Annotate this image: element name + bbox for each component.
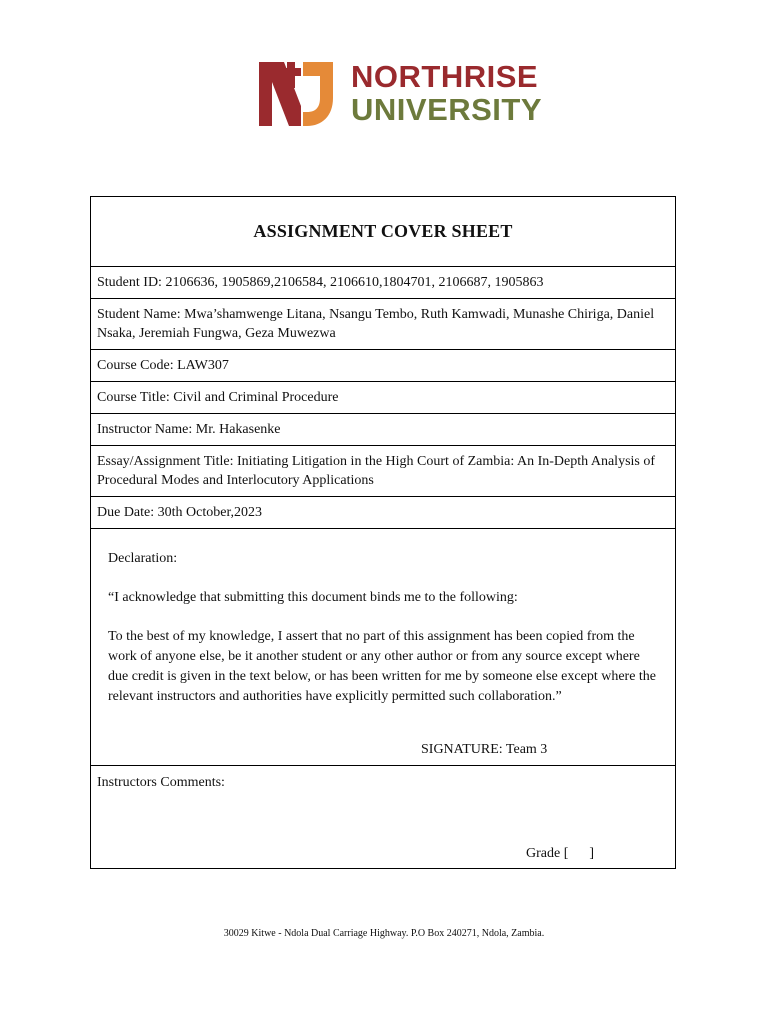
instructor-name-row: Instructor Name: Mr. Hakasenke xyxy=(91,414,675,446)
northrise-logo-mark-icon xyxy=(259,58,335,130)
course-code-row: Course Code: LAW307 xyxy=(91,350,675,382)
signature-line: SIGNATURE: Team 3 xyxy=(421,742,548,757)
declaration-section xyxy=(91,529,675,766)
declaration-intro: “I acknowledge that submitting this document binds me to the following: xyxy=(108,590,518,605)
course-title-row: Course Title: Civil and Criminal Procedure xyxy=(91,382,675,414)
instructor-comments-label: Instructors Comments: xyxy=(97,775,225,790)
student-name-row: Student Name: Mwa’shamwenge Litana, Nsangu Tembo, Ruth Kamwadi, Munashe Chiriga, Daniel Nsaka, Jeremiah Fungwa, Geza Muwezwa xyxy=(91,299,675,350)
university-logo xyxy=(259,58,543,130)
assignment-title-row: Essay/Assignment Title: Initiating Litigation in the High Court of Zambia: An In-Depth Analysis of Procedural Modes and Interlocutory Applications xyxy=(91,446,675,497)
student-id-row: Student ID: 2106636, 1905869,2106584, 2106610,1804701, 2106687, 1905863 xyxy=(91,267,675,299)
instructor-comments-section xyxy=(91,766,675,868)
footer-address: 30029 Kitwe - Ndola Dual Carriage Highway. P.O Box 240271, Ndola, Zambia. xyxy=(223,928,545,939)
declaration-heading: Declaration: xyxy=(108,551,178,566)
logo-text-university: UNIVERSITY xyxy=(351,92,543,127)
due-date-row: Due Date: 30th October,2023 xyxy=(91,497,675,529)
declaration-body: To the best of my knowledge, I assert that no part of this assignment has been copied from the work of anyone else, be it another student or any other author or from any source except where due credit is given in the text below, or has been written for me by someone else except where the relevant instructors and authorities have explicitly permitted such collaboration.” xyxy=(108,629,657,704)
logo-text-northrise: NORTHRISE xyxy=(351,59,539,94)
cover-sheet-title: ASSIGNMENT COVER SHEET xyxy=(91,197,675,267)
grade-field: Grade [ ] xyxy=(526,846,595,861)
cover-sheet-table xyxy=(90,196,676,869)
